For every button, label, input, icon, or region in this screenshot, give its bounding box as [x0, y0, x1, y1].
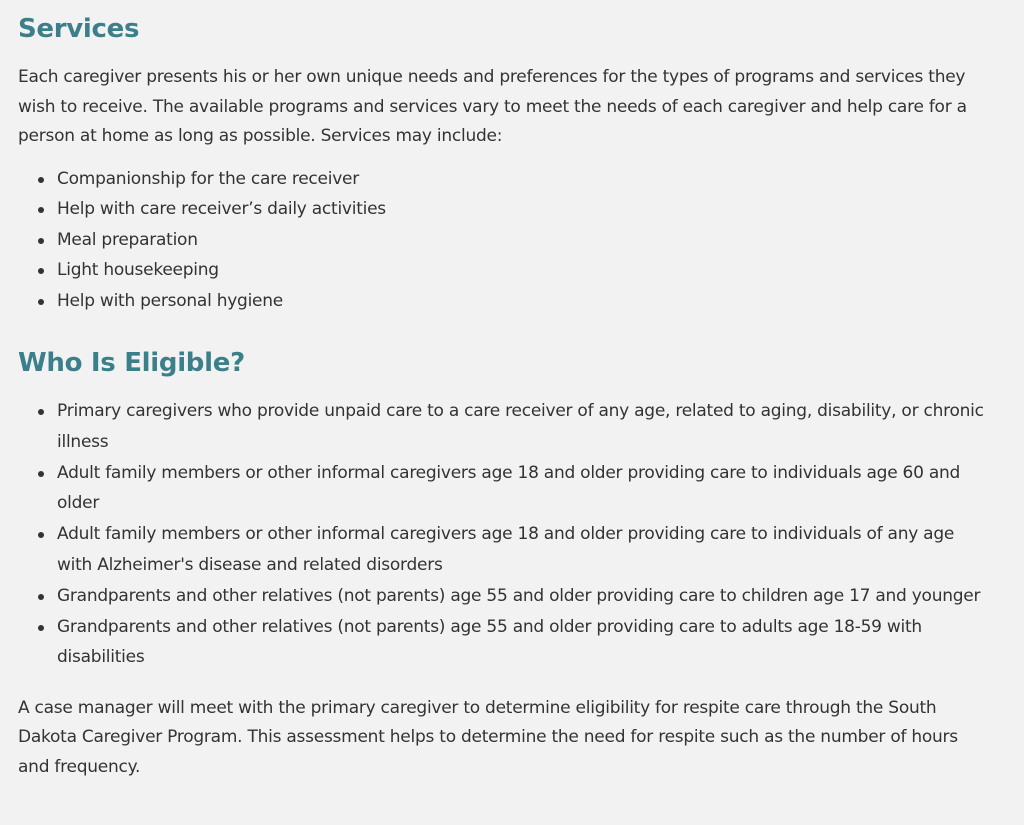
services-intro-paragraph: Each caregiver presents his or her own unique needs and preferences for the types of programs and services they wish to receive. The available programs and services vary to meet the needs of each caregiver and help care for a person at home as long as possible. Services may include:	[18, 67, 967, 146]
services-list-item: Meal preparation	[57, 225, 988, 256]
services-list	[18, 164, 988, 317]
eligibility-list-item: Adult family members or other informal caregivers age 18 and older providing care to individuals of any age with Alzheimer's disease and related disorders	[57, 519, 988, 580]
services-list-item: Help with care receiver’s daily activities	[57, 194, 988, 225]
eligibility-list-item: Grandparents and other relatives (not parents) age 55 and older providing care to adults age 18-59 with disabilities	[57, 612, 988, 673]
eligibility-list-item: Primary caregivers who provide unpaid care to a care receiver of any age, related to aging, disability, or chronic illness	[57, 396, 988, 457]
eligibility-list-item: Grandparents and other relatives (not parents) age 55 and older providing care to children age 17 and younger	[57, 581, 988, 612]
services-heading: Services	[18, 14, 140, 44]
services-list-item: Help with personal hygiene	[57, 286, 988, 317]
services-list-item: Companionship for the care receiver	[57, 164, 988, 195]
services-list-item: Light housekeeping	[57, 255, 988, 286]
eligibility-heading: Who Is Eligible?	[18, 348, 245, 378]
eligibility-list	[18, 396, 988, 673]
eligibility-list-item: Adult family members or other informal caregivers age 18 and older providing care to individuals age 60 and older	[57, 458, 988, 519]
eligibility-closing-paragraph: A case manager will meet with the primary caregiver to determine eligibility for respite care through the South Dakota Caregiver Program. This assessment helps to determine the need for respite such as the number of hours and frequency.	[18, 697, 958, 777]
